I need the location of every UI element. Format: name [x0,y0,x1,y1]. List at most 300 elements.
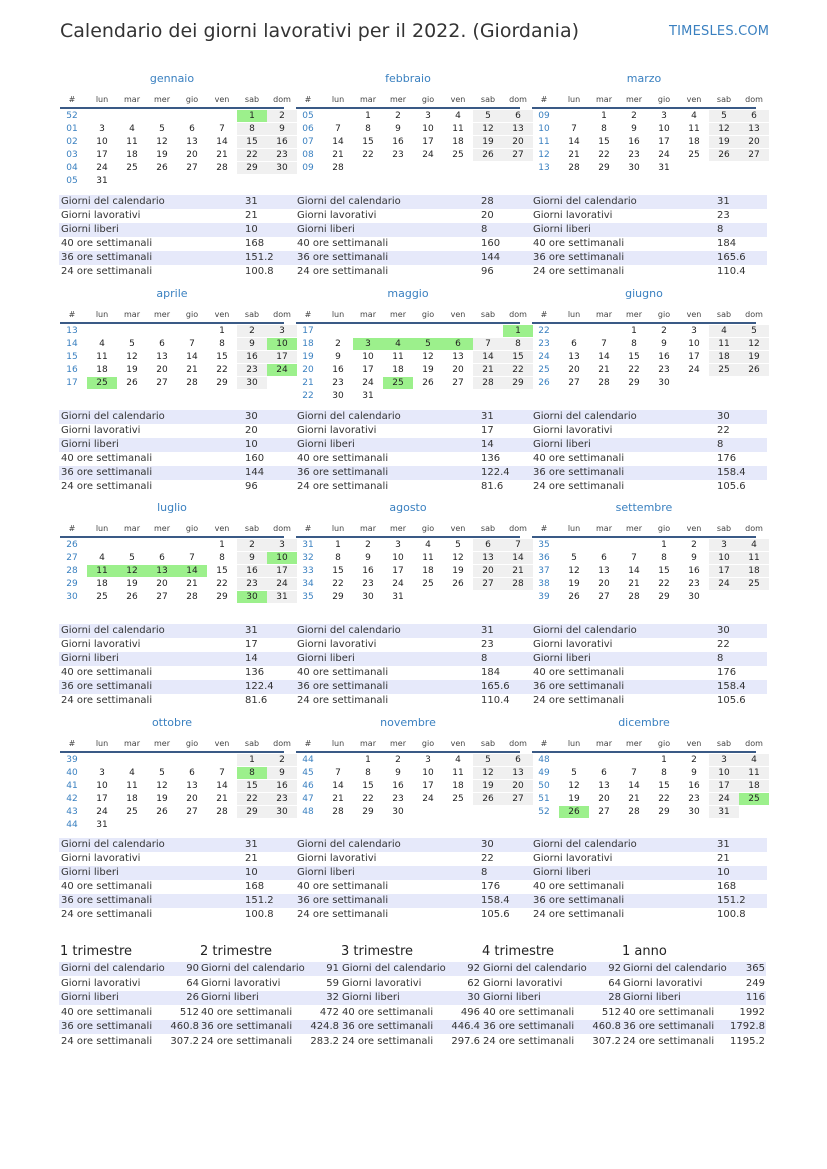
day-cell[interactable]: 25 [688,150,700,160]
day-cell[interactable]: 1 [219,326,225,336]
day-cell[interactable]: 6 [503,110,533,122]
day-cell[interactable]: 5 [739,325,769,337]
day-cell[interactable]: 3 [425,755,431,765]
day-cell[interactable]: 4 [129,124,135,134]
day-cell[interactable]: 3 [425,111,431,121]
day-cell[interactable]: 11 [96,352,108,362]
day-cell[interactable]: 1 [661,755,667,765]
day-cell[interactable]: 14 [332,137,344,147]
day-cell[interactable]: 23 [392,794,404,804]
day-cell[interactable]: 11 [739,552,769,564]
day-cell[interactable]: 23 [237,578,267,590]
day-cell[interactable]: 28 [628,592,640,602]
day-cell[interactable]: 15 [658,566,670,576]
day-cell[interactable]: 3 [395,540,401,550]
day-cell[interactable]: 24 [267,578,297,590]
day-cell[interactable]: 12 [452,553,464,563]
day-cell[interactable]: 25 [452,794,464,804]
day-cell[interactable]: 29 [658,592,670,602]
holiday-cell[interactable]: 3 [353,338,383,350]
day-cell[interactable]: 7 [335,768,341,778]
day-cell[interactable]: 8 [365,124,371,134]
day-cell[interactable]: 5 [571,768,577,778]
day-cell[interactable]: 13 [473,552,503,564]
day-cell[interactable]: 2 [365,540,371,550]
day-cell[interactable]: 9 [237,338,267,350]
day-cell[interactable]: 20 [186,150,198,160]
day-cell[interactable]: 5 [473,754,503,766]
day-cell[interactable]: 25 [96,592,108,602]
day-cell[interactable]: 1 [661,540,667,550]
day-cell[interactable]: 13 [186,781,198,791]
day-cell[interactable]: 10 [658,124,670,134]
day-cell[interactable]: 17 [267,351,297,363]
day-cell[interactable]: 19 [473,136,503,148]
day-cell[interactable]: 7 [335,124,341,134]
day-cell[interactable]: 21 [332,794,344,804]
day-cell[interactable]: 7 [219,124,225,134]
day-cell[interactable]: 16 [267,136,297,148]
day-cell[interactable]: 21 [186,579,198,589]
day-cell[interactable]: 18 [452,781,464,791]
day-cell[interactable]: 19 [568,794,580,804]
day-cell[interactable]: 30 [628,163,640,173]
day-cell[interactable]: 30 [392,807,404,817]
day-cell[interactable]: 6 [503,754,533,766]
day-cell[interactable]: 15 [332,566,344,576]
day-cell[interactable]: 3 [709,754,739,766]
day-cell[interactable]: 21 [473,364,503,376]
day-cell[interactable]: 21 [598,365,610,375]
day-cell[interactable]: 8 [365,768,371,778]
day-cell[interactable]: 12 [156,781,168,791]
day-cell[interactable]: 8 [631,339,637,349]
day-cell[interactable]: 3 [267,539,297,551]
holiday-cell[interactable]: 24 [267,364,297,376]
day-cell[interactable]: 27 [739,149,769,161]
day-cell[interactable]: 7 [601,339,607,349]
day-cell[interactable]: 30 [332,391,344,401]
day-cell[interactable]: 10 [422,768,434,778]
day-cell[interactable]: 22 [237,793,267,805]
day-cell[interactable]: 20 [503,780,533,792]
day-cell[interactable]: 2 [335,339,341,349]
day-cell[interactable]: 15 [598,137,610,147]
day-cell[interactable]: 13 [568,352,580,362]
day-cell[interactable]: 17 [96,794,108,804]
day-cell[interactable]: 7 [631,553,637,563]
day-cell[interactable]: 11 [452,124,464,134]
day-cell[interactable]: 17 [422,781,434,791]
holiday-cell[interactable]: 25 [87,377,117,389]
day-cell[interactable]: 22 [237,149,267,161]
day-cell[interactable]: 28 [503,578,533,590]
day-cell[interactable]: 30 [267,806,297,818]
day-cell[interactable]: 2 [237,539,267,551]
holiday-cell[interactable]: 4 [383,338,413,350]
day-cell[interactable]: 17 [658,137,670,147]
day-cell[interactable]: 28 [598,378,610,388]
day-cell[interactable]: 5 [455,540,461,550]
day-cell[interactable]: 15 [658,781,670,791]
day-cell[interactable]: 27 [452,378,464,388]
day-cell[interactable]: 31 [362,391,374,401]
day-cell[interactable]: 26 [709,149,739,161]
day-cell[interactable]: 18 [739,780,769,792]
day-cell[interactable]: 28 [216,807,228,817]
day-cell[interactable]: 22 [628,365,640,375]
day-cell[interactable]: 8 [503,338,533,350]
day-cell[interactable]: 4 [709,325,739,337]
day-cell[interactable]: 21 [628,794,640,804]
day-cell[interactable]: 13 [156,352,168,362]
day-cell[interactable]: 20 [452,365,464,375]
day-cell[interactable]: 13 [598,566,610,576]
day-cell[interactable]: 27 [186,163,198,173]
day-cell[interactable]: 25 [126,807,138,817]
day-cell[interactable]: 1 [335,540,341,550]
day-cell[interactable]: 9 [691,768,697,778]
day-cell[interactable]: 13 [598,781,610,791]
holiday-cell[interactable]: 25 [383,377,413,389]
day-cell[interactable]: 19 [126,579,138,589]
day-cell[interactable]: 12 [126,352,138,362]
day-cell[interactable]: 26 [473,149,503,161]
day-cell[interactable]: 19 [126,365,138,375]
holiday-cell[interactable]: 5 [413,338,443,350]
day-cell[interactable]: 16 [362,566,374,576]
day-cell[interactable]: 6 [601,553,607,563]
day-cell[interactable]: 21 [628,579,640,589]
day-cell[interactable]: 18 [422,566,434,576]
day-cell[interactable]: 7 [189,339,195,349]
day-cell[interactable]: 26 [422,378,434,388]
day-cell[interactable]: 2 [691,755,697,765]
day-cell[interactable]: 6 [159,553,165,563]
day-cell[interactable]: 3 [99,768,105,778]
day-cell[interactable]: 18 [452,137,464,147]
day-cell[interactable]: 26 [739,364,769,376]
day-cell[interactable]: 18 [96,365,108,375]
day-cell[interactable]: 15 [237,136,267,148]
day-cell[interactable]: 4 [739,539,769,551]
day-cell[interactable]: 27 [503,793,533,805]
day-cell[interactable]: 23 [362,579,374,589]
day-cell[interactable]: 2 [395,111,401,121]
day-cell[interactable]: 22 [362,150,374,160]
day-cell[interactable]: 25 [126,163,138,173]
day-cell[interactable]: 31 [709,806,739,818]
day-cell[interactable]: 29 [503,377,533,389]
day-cell[interactable]: 24 [96,807,108,817]
day-cell[interactable]: 18 [96,579,108,589]
day-cell[interactable]: 23 [392,150,404,160]
day-cell[interactable]: 7 [473,338,503,350]
day-cell[interactable]: 18 [709,351,739,363]
day-cell[interactable]: 4 [129,768,135,778]
holiday-cell[interactable]: 10 [267,338,297,350]
day-cell[interactable]: 3 [709,539,739,551]
day-cell[interactable]: 10 [392,553,404,563]
day-cell[interactable]: 3 [99,124,105,134]
day-cell[interactable]: 29 [237,806,267,818]
day-cell[interactable]: 3 [267,325,297,337]
day-cell[interactable]: 12 [156,137,168,147]
holiday-cell[interactable]: 30 [237,591,267,603]
day-cell[interactable]: 16 [267,780,297,792]
day-cell[interactable]: 24 [422,794,434,804]
day-cell[interactable]: 20 [186,794,198,804]
day-cell[interactable]: 30 [688,592,700,602]
day-cell[interactable]: 19 [156,150,168,160]
day-cell[interactable]: 14 [473,351,503,363]
day-cell[interactable]: 4 [739,754,769,766]
day-cell[interactable]: 22 [216,579,228,589]
day-cell[interactable]: 2 [661,326,667,336]
day-cell[interactable]: 5 [709,110,739,122]
day-cell[interactable]: 13 [452,352,464,362]
day-cell[interactable]: 11 [739,767,769,779]
day-cell[interactable]: 30 [267,162,297,174]
day-cell[interactable]: 3 [691,326,697,336]
day-cell[interactable]: 12 [568,566,580,576]
day-cell[interactable]: 26 [568,592,580,602]
day-cell[interactable]: 26 [126,378,138,388]
day-cell[interactable]: 10 [422,124,434,134]
day-cell[interactable]: 18 [392,365,404,375]
day-cell[interactable]: 19 [739,351,769,363]
day-cell[interactable]: 2 [267,754,297,766]
day-cell[interactable]: 21 [568,150,580,160]
day-cell[interactable]: 28 [628,807,640,817]
day-cell[interactable]: 7 [189,553,195,563]
day-cell[interactable]: 25 [709,364,739,376]
day-cell[interactable]: 5 [473,110,503,122]
day-cell[interactable]: 8 [219,553,225,563]
day-cell[interactable]: 27 [598,592,610,602]
day-cell[interactable]: 20 [156,365,168,375]
day-cell[interactable]: 29 [628,378,640,388]
day-cell[interactable]: 31 [267,591,297,603]
day-cell[interactable]: 17 [422,137,434,147]
day-cell[interactable]: 14 [568,137,580,147]
day-cell[interactable]: 19 [473,780,503,792]
day-cell[interactable]: 20 [598,794,610,804]
holiday-cell[interactable]: 11 [87,565,117,577]
day-cell[interactable]: 15 [362,781,374,791]
day-cell[interactable]: 22 [503,364,533,376]
day-cell[interactable]: 24 [688,365,700,375]
day-cell[interactable]: 27 [598,807,610,817]
day-cell[interactable]: 28 [332,807,344,817]
day-cell[interactable]: 17 [267,565,297,577]
day-cell[interactable]: 6 [473,539,503,551]
day-cell[interactable]: 27 [156,592,168,602]
day-cell[interactable]: 24 [96,163,108,173]
day-cell[interactable]: 30 [362,592,374,602]
day-cell[interactable]: 24 [362,378,374,388]
day-cell[interactable]: 10 [96,781,108,791]
day-cell[interactable]: 31 [658,163,670,173]
day-cell[interactable]: 14 [628,781,640,791]
day-cell[interactable]: 24 [392,579,404,589]
day-cell[interactable]: 9 [335,352,341,362]
day-cell[interactable]: 26 [156,807,168,817]
day-cell[interactable]: 26 [126,592,138,602]
day-cell[interactable]: 21 [503,565,533,577]
day-cell[interactable]: 11 [688,124,700,134]
day-cell[interactable]: 5 [159,124,165,134]
day-cell[interactable]: 14 [628,566,640,576]
day-cell[interactable]: 9 [237,552,267,564]
day-cell[interactable]: 20 [739,136,769,148]
day-cell[interactable]: 13 [503,123,533,135]
day-cell[interactable]: 22 [658,794,670,804]
day-cell[interactable]: 5 [129,553,135,563]
day-cell[interactable]: 5 [571,553,577,563]
day-cell[interactable]: 13 [739,123,769,135]
day-cell[interactable]: 4 [99,553,105,563]
day-cell[interactable]: 26 [473,793,503,805]
day-cell[interactable]: 28 [473,377,503,389]
day-cell[interactable]: 1 [365,755,371,765]
day-cell[interactable]: 14 [503,552,533,564]
day-cell[interactable]: 4 [425,540,431,550]
day-cell[interactable]: 9 [267,123,297,135]
day-cell[interactable]: 26 [452,579,464,589]
day-cell[interactable]: 18 [126,794,138,804]
day-cell[interactable]: 11 [126,137,138,147]
day-cell[interactable]: 1 [237,754,267,766]
day-cell[interactable]: 11 [709,338,739,350]
day-cell[interactable]: 18 [126,150,138,160]
day-cell[interactable]: 11 [126,781,138,791]
day-cell[interactable]: 25 [452,150,464,160]
day-cell[interactable]: 20 [598,579,610,589]
holiday-cell[interactable]: 8 [237,767,267,779]
day-cell[interactable]: 6 [159,339,165,349]
day-cell[interactable]: 30 [237,377,267,389]
day-cell[interactable]: 9 [661,339,667,349]
day-cell[interactable]: 8 [219,339,225,349]
day-cell[interactable]: 23 [658,365,670,375]
day-cell[interactable]: 10 [709,552,739,564]
day-cell[interactable]: 6 [601,768,607,778]
day-cell[interactable]: 28 [332,163,344,173]
holiday-cell[interactable]: 12 [117,565,147,577]
day-cell[interactable]: 1 [365,111,371,121]
day-cell[interactable]: 27 [473,578,503,590]
day-cell[interactable]: 17 [392,566,404,576]
day-cell[interactable]: 8 [237,123,267,135]
day-cell[interactable]: 14 [332,781,344,791]
day-cell[interactable]: 11 [452,768,464,778]
day-cell[interactable]: 24 [709,578,739,590]
day-cell[interactable]: 18 [688,137,700,147]
holiday-cell[interactable]: 1 [237,110,267,122]
day-cell[interactable]: 20 [156,579,168,589]
day-cell[interactable]: 9 [365,553,371,563]
day-cell[interactable]: 6 [189,124,195,134]
holiday-cell[interactable]: 25 [739,793,769,805]
day-cell[interactable]: 28 [186,378,198,388]
day-cell[interactable]: 19 [568,579,580,589]
day-cell[interactable]: 19 [452,566,464,576]
day-cell[interactable]: 15 [216,352,228,362]
day-cell[interactable]: 27 [186,807,198,817]
day-cell[interactable]: 12 [473,123,503,135]
brand-link[interactable]: TIMESLES.COM [669,24,770,39]
day-cell[interactable]: 10 [688,339,700,349]
day-cell[interactable]: 29 [216,378,228,388]
day-cell[interactable]: 7 [503,539,533,551]
day-cell[interactable]: 19 [156,794,168,804]
day-cell[interactable]: 11 [392,352,404,362]
day-cell[interactable]: 10 [709,767,739,779]
day-cell[interactable]: 16 [237,351,267,363]
day-cell[interactable]: 9 [267,767,297,779]
day-cell[interactable]: 9 [395,768,401,778]
day-cell[interactable]: 16 [688,566,700,576]
day-cell[interactable]: 9 [691,553,697,563]
day-cell[interactable]: 28 [216,163,228,173]
day-cell[interactable]: 8 [335,553,341,563]
day-cell[interactable]: 15 [362,137,374,147]
day-cell[interactable]: 22 [362,794,374,804]
day-cell[interactable]: 21 [332,150,344,160]
day-cell[interactable]: 12 [739,338,769,350]
day-cell[interactable]: 1 [219,540,225,550]
day-cell[interactable]: 29 [216,592,228,602]
day-cell[interactable]: 15 [503,351,533,363]
day-cell[interactable]: 11 [422,553,434,563]
day-cell[interactable]: 30 [658,378,670,388]
day-cell[interactable]: 23 [267,149,297,161]
day-cell[interactable]: 19 [709,136,739,148]
holiday-cell[interactable]: 13 [147,565,177,577]
day-cell[interactable]: 27 [156,378,168,388]
day-cell[interactable]: 20 [473,565,503,577]
day-cell[interactable]: 2 [237,325,267,337]
day-cell[interactable]: 24 [709,793,739,805]
day-cell[interactable]: 23 [267,793,297,805]
day-cell[interactable]: 7 [631,768,637,778]
day-cell[interactable]: 31 [96,820,108,830]
day-cell[interactable]: 15 [237,780,267,792]
day-cell[interactable]: 23 [332,378,344,388]
day-cell[interactable]: 31 [96,176,108,186]
day-cell[interactable]: 22 [658,579,670,589]
day-cell[interactable]: 21 [216,150,228,160]
day-cell[interactable]: 2 [691,540,697,550]
day-cell[interactable]: 21 [216,794,228,804]
day-cell[interactable]: 13 [503,767,533,779]
day-cell[interactable]: 29 [237,162,267,174]
day-cell[interactable]: 16 [237,565,267,577]
day-cell[interactable]: 2 [395,755,401,765]
day-cell[interactable]: 29 [362,807,374,817]
day-cell[interactable]: 7 [219,768,225,778]
day-cell[interactable]: 3 [661,111,667,121]
day-cell[interactable]: 16 [392,137,404,147]
day-cell[interactable]: 30 [688,807,700,817]
day-cell[interactable]: 24 [422,150,434,160]
day-cell[interactable]: 8 [661,768,667,778]
day-cell[interactable]: 22 [216,365,228,375]
day-cell[interactable]: 22 [332,579,344,589]
day-cell[interactable]: 12 [709,123,739,135]
day-cell[interactable]: 6 [571,339,577,349]
